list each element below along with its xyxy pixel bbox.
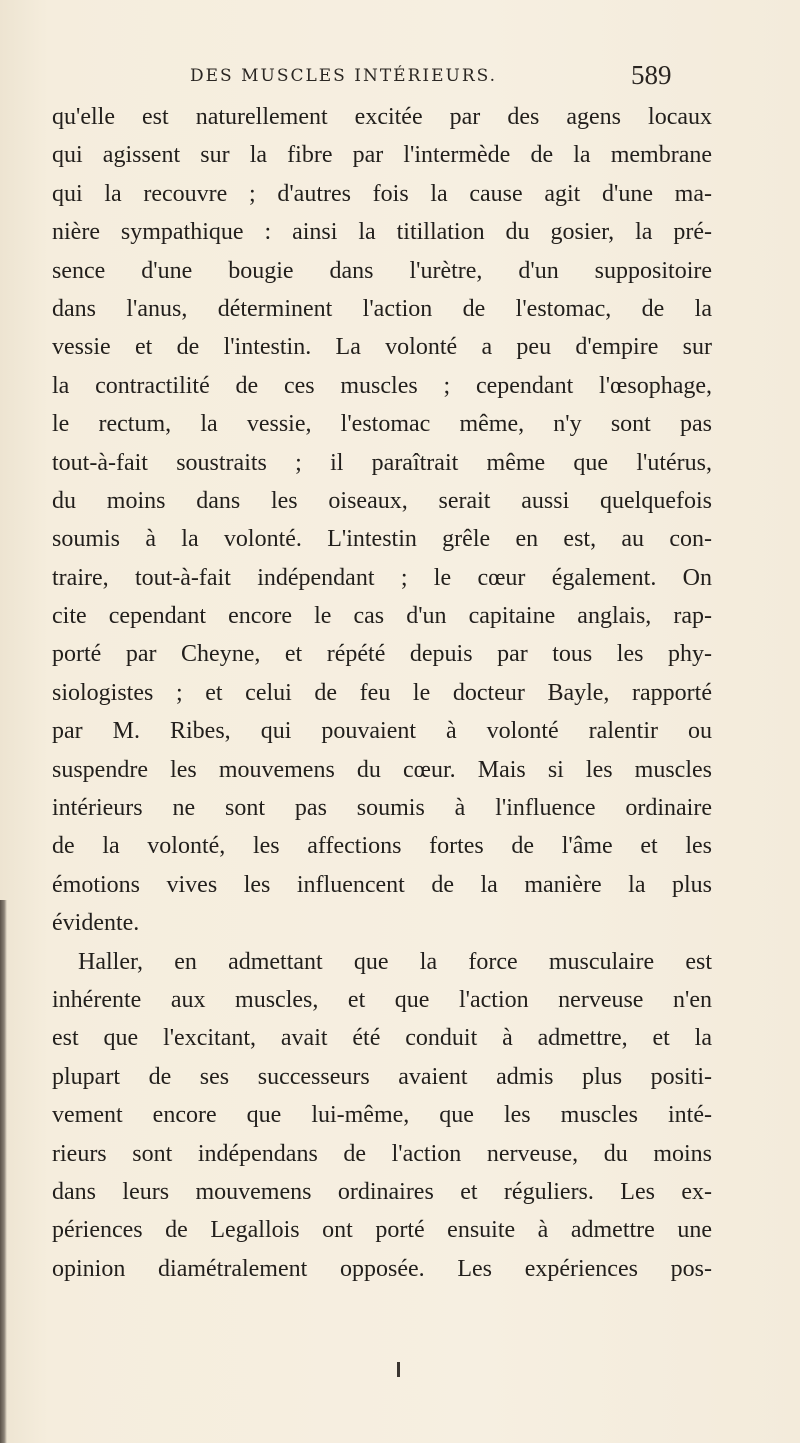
text-line: Haller, en admettant que la force musculaire est (78, 948, 712, 975)
page-number: 589 (631, 60, 672, 90)
text-line: par M. Ribes, qui pouvaient à volonté ralentir ou (52, 718, 712, 745)
page-header (0, 62, 800, 102)
text-line: de la volonté, les affections fortes de l'âme et les (52, 833, 712, 860)
text-line: plupart de ses successeurs avaient admis plus positi- (52, 1063, 712, 1090)
text-line: vessie et de l'intestin. La volonté a peu d'empire sur (52, 334, 712, 361)
body-text (52, 98, 712, 1288)
text-line: dans l'anus, déterminent l'action de l'estomac, de la (52, 295, 712, 322)
text-line: qui agissent sur la fibre par l'intermède de la membrane (52, 142, 712, 169)
text-line: dans leurs mouvemens ordinaires et réguliers. Les ex- (52, 1178, 712, 1205)
text-line: du moins dans les oiseaux, serait aussi quelquefois (52, 487, 712, 514)
text-line: porté par Cheyne, et répété depuis par tous les phy- (52, 641, 712, 668)
text-line: qui la recouvre ; d'autres fois la cause agit d'une ma- (52, 180, 712, 207)
text-line: traire, tout-à-fait indépendant ; le cœur également. On (52, 564, 712, 591)
text-line: nière sympathique : ainsi la titillation du gosier, la pré- (52, 219, 712, 246)
text-line: rieurs sont indépendans de l'action nerveuse, du moins (52, 1140, 712, 1167)
binding-shadow (0, 900, 7, 1443)
text-line: soumis à la volonté. L'intestin grêle en est, au con- (52, 526, 712, 553)
ink-mark (397, 1362, 400, 1377)
text-line: opinion diamétralement opposée. Les expériences pos- (52, 1255, 712, 1282)
text-line: suspendre les mouvemens du cœur. Mais si les muscles (52, 756, 712, 783)
text-line: évidente. (52, 910, 140, 937)
text-line: intérieurs ne sont pas soumis à l'influence ordinaire (52, 795, 712, 822)
text-line: la contractilité de ces muscles ; cependant l'œsophage, (52, 372, 712, 399)
text-line: tout-à-fait soustraits ; il paraîtrait même que l'utérus, (52, 449, 712, 476)
text-line: vement encore que lui-même, que les muscles inté- (52, 1102, 712, 1129)
text-line: siologistes ; et celui de feu le docteur Bayle, rapporté (52, 679, 712, 706)
text-line: est que l'excitant, avait été conduit à admettre, et la (52, 1025, 712, 1052)
text-line: le rectum, la vessie, l'estomac même, n'y sont pas (52, 411, 712, 438)
text-line: émotions vives les influencent de la manière la plus (52, 871, 712, 898)
text-line: cite cependant encore le cas d'un capitaine anglais, rap- (52, 603, 712, 630)
text-line: qu'elle est naturellement excitée par des agens locaux (52, 104, 712, 130)
running-head: DES MUSCLES INTÉRIEURS. (190, 66, 498, 86)
text-line: sence d'une bougie dans l'urètre, d'un suppositoire (52, 257, 712, 284)
text-line: inhérente aux muscles, et que l'action nerveuse n'en (52, 986, 712, 1013)
text-line: périences de Legallois ont porté ensuite à admettre une (52, 1217, 712, 1244)
